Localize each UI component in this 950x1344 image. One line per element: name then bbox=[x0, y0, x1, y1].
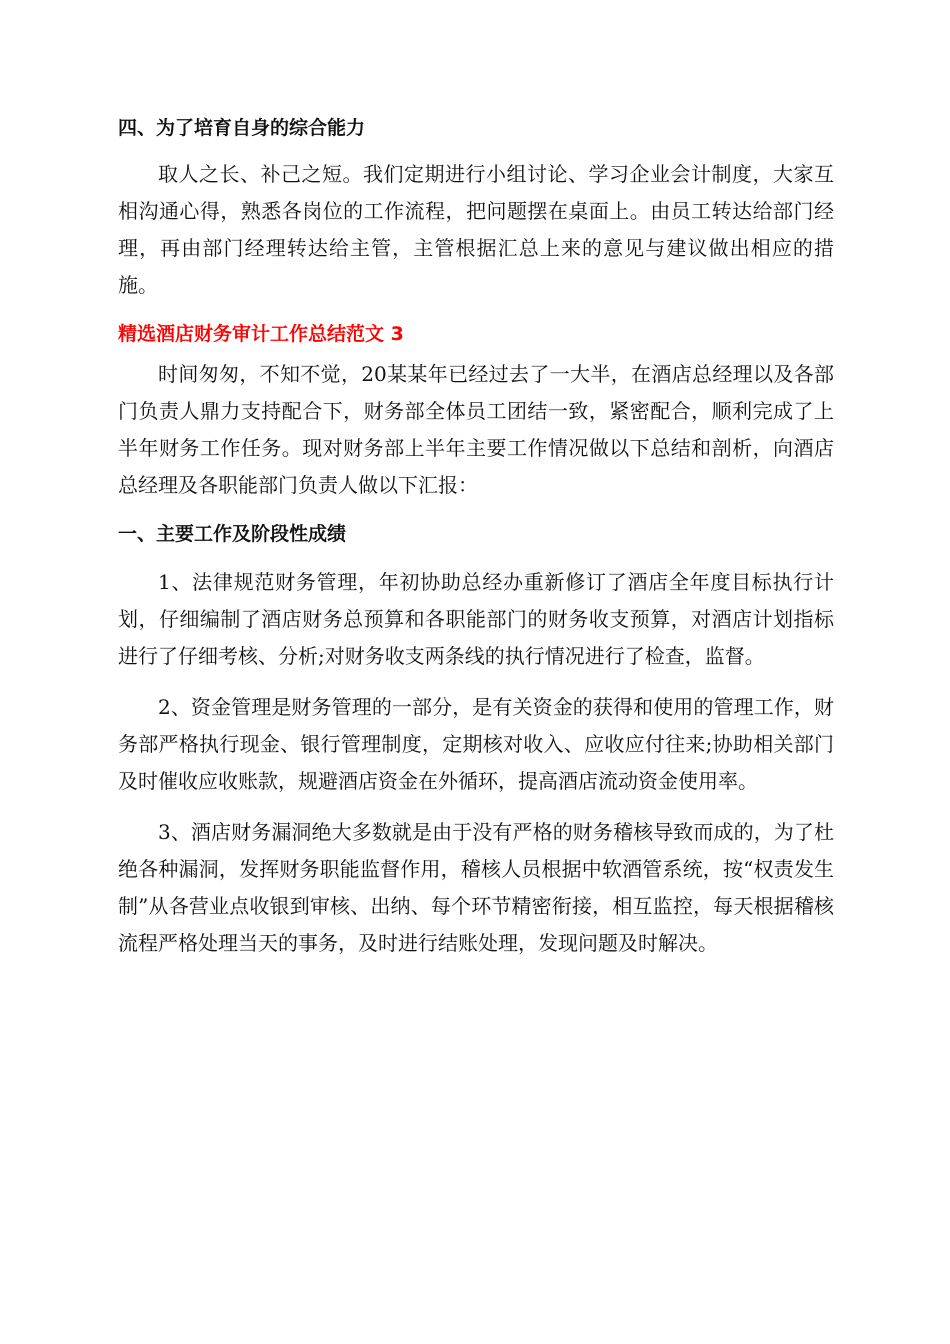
item-paragraph-1: 1、法律规范财务管理，年初协助总经办重新修订了酒店全年度目标执行计划，仔细编制了酒店财务总预算和各职能部门的财务收支预算，对酒店计划指标进行了仔细考核、分析;对财务收支两条线的执行情况进行了检查，监督。 bbox=[118, 570, 834, 668]
intro-paragraph: 时间匆匆，不知不觉，20某某年已经过去了一大半，在酒店总经理以及各部门负责人鼎力支持配合下，财务部全体员工团结一致，紧密配合，顺利完成了上半年财务工作任务。现对财务部上半年主要工作情况做以下总结和剖析，向酒店总经理及各职能部门负责人做以下汇报： bbox=[118, 362, 834, 497]
section-heading-one: 一、主要工作及阶段性成绩 bbox=[118, 523, 347, 545]
item-paragraph-2: 2、资金管理是财务管理的一部分，是有关资金的获得和使用的管理工作，财务部严格执行现金、银行管理制度，定期核对收入、应收应付往来;协助相关部门及时催收应收账款，规避酒店资金在外循环，提高酒店流动资金使用率。 bbox=[118, 695, 834, 793]
paragraph-four: 取人之长、补己之短。我们定期进行小组讨论、学习企业会计制度，大家互相沟通心得，熟悉各岗位的工作流程，把问题摆在桌面上。由员工转达给部门经理，再由部门经理转达给主管，主管根据汇总上来的意见与建议做出相应的措施。 bbox=[118, 162, 834, 297]
article-title: 精选酒店财务审计工作总结范文 3 bbox=[118, 323, 404, 345]
document-body bbox=[118, 112, 834, 962]
item-paragraph-3: 3、酒店财务漏洞绝大多数就是由于没有严格的财务稽核导致而成的，为了杜绝各种漏洞，发挥财务职能监督作用，稽核人员根据中软酒管系统，按“权责发生制”从各营业点收银到审核、出纳、每个环节精密衔接，相互监控，每天根据稽核流程严格处理当天的事务，及时进行结账处理，发现问题及时解决。 bbox=[118, 820, 834, 955]
section-heading-four: 四、为了培育自身的综合能力 bbox=[118, 117, 366, 139]
